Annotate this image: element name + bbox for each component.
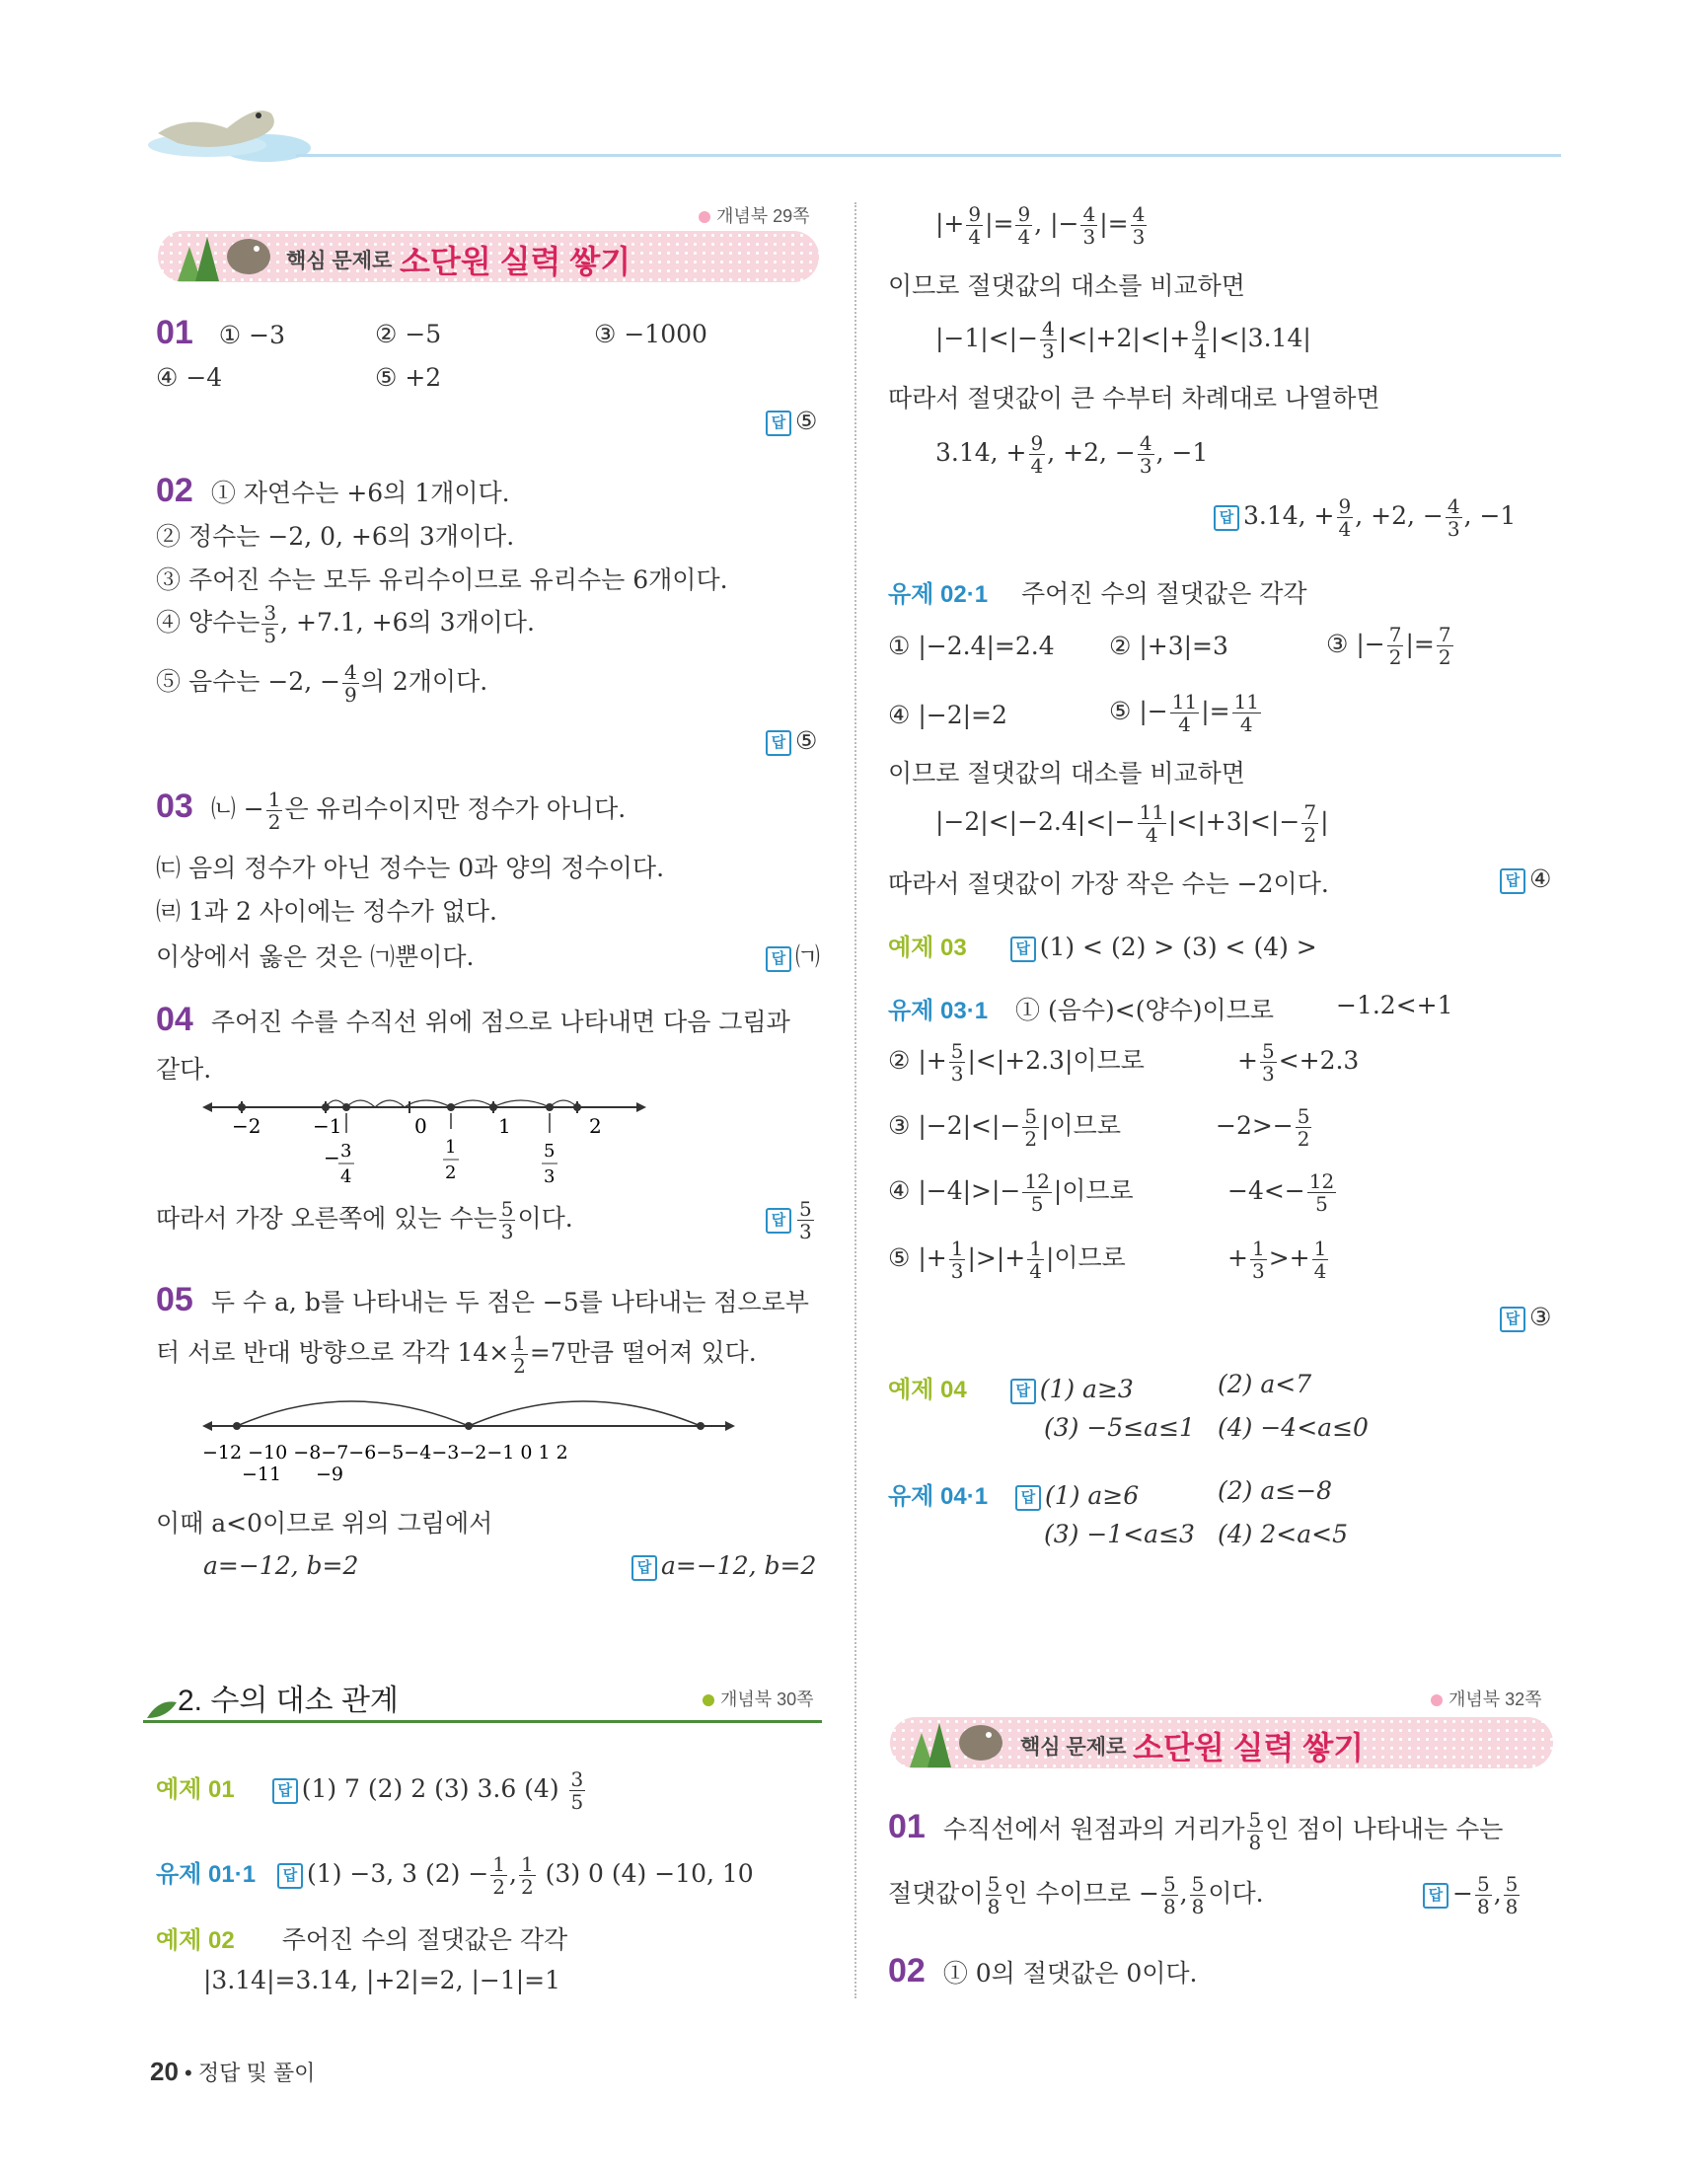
answer: 답 a=−12, b=2 [631, 1551, 816, 1581]
q04-line3: 따라서 가장 오른쪽에 있는 수는 $\frac{5}{3}$ 이다. [156, 1197, 573, 1243]
exercise-03-1-r2: + $\frac{5}{3}$ <+2.3 [1237, 1039, 1360, 1086]
choice: ② |+3|=3 [1109, 632, 1228, 660]
question-number: 03 [156, 788, 193, 825]
tick-label: 1 [498, 1114, 511, 1138]
answer: 답 ③ [1500, 1303, 1551, 1332]
exercise-03-1-r3: −2>− $\frac{5}{2}$ [1216, 1104, 1310, 1151]
exercise-02-1-line4: |−2|<|−2.4|<|− $\frac{11}{4}$ |<|+3|<|− $\frac{7}{2}$ | [935, 800, 1329, 847]
exercise-03-1-l2: ② |+ $\frac{5}{3}$ |<|+2.3|이므로 [888, 1039, 1145, 1086]
r-line1: |+ $\frac{9}{4}$ |= $\frac{9}{4}$ , |− $\frac{4}{3}$ |= $\frac{4}{3}$ [935, 202, 1146, 249]
example-02-line2: |3.14|=3.14, |+2|=2, |−1|=1 [203, 1966, 561, 1994]
answer: 답 ㈀ [766, 938, 820, 973]
exercise-02-1-line5: 따라서 절댓값이 가장 작은 수는 −2이다. [888, 869, 1329, 898]
tree-bird-icon [890, 1703, 1008, 1772]
question-number: 01 [156, 314, 193, 351]
answer-item: (3) −1<a≤3 [1044, 1520, 1195, 1548]
example-02: 예제 02 주어진 수의 절댓값은 각각 [156, 1925, 568, 1954]
answer-icon: 답 [1214, 505, 1239, 531]
exercise-02-1-line3: 이므로 절댓값의 대소를 비교하면 [888, 759, 1245, 788]
tick-label: − [324, 1146, 340, 1169]
q05-line4: a=−12, b=2 [203, 1551, 359, 1580]
answer-icon: 답 [1010, 937, 1036, 962]
section-rule [143, 1720, 822, 1723]
tick-label: −1 [313, 1114, 342, 1138]
answer: 답 ⑤ [766, 407, 817, 436]
answer-item: (4) 2<a<5 [1218, 1520, 1348, 1548]
q02-line4: ④ 양수는 $\frac{3}{5}$ , +7.1, +6의 3개이다. [156, 601, 535, 647]
r-q02-line1: 02 ① 0의 절댓값은 0이다. [888, 1952, 1198, 1989]
q04-line1: 04 주어진 수를 수직선 위에 점으로 나타내면 다음 그림과 [156, 1001, 790, 1038]
leaf-icon [143, 1692, 183, 1722]
answer-item: (4) −4<a≤0 [1218, 1413, 1369, 1442]
exercise-03-1-l3: ③ |−2|<|− $\frac{5}{2}$ |이므로 [888, 1104, 1121, 1151]
concept-ref-32: 개념북 32쪽 [1431, 1686, 1542, 1711]
page-number: 20 [150, 2057, 179, 2086]
tick-label: 1 [445, 1137, 457, 1158]
answer-icon: 답 [766, 411, 791, 436]
r-line4: 따라서 절댓값이 큰 수부터 차례대로 나열하면 [888, 384, 1380, 413]
choice: ③ −1000 [594, 320, 707, 348]
question-number: 05 [156, 1281, 193, 1318]
answer: 답 − $\frac{5}{8}$ , $\frac{5}{8}$ [1423, 1873, 1522, 1917]
question-number: 01 [888, 1808, 926, 1845]
column-divider [854, 202, 856, 1998]
choice: ④ −4 [156, 363, 223, 392]
answer-icon: 답 [1500, 1307, 1525, 1332]
tick-label: 4 [340, 1166, 352, 1187]
exercise-04-1: 유제 04·1 답 (1) a≥6 [888, 1481, 1140, 1510]
tick-label: −11 [242, 1463, 282, 1485]
section-title: 2. 수의 대소 관계 [178, 1685, 399, 1717]
concept-ref-30: 개념북 30쪽 [703, 1686, 814, 1711]
question-number: 04 [156, 1001, 193, 1038]
answer-icon: 답 [631, 1555, 657, 1581]
answer-icon: 답 [1015, 1485, 1041, 1511]
r-line2: 이므로 절댓값의 대소를 비교하면 [888, 271, 1245, 300]
choice: ② −5 [375, 320, 442, 348]
exercise-03-1-l4: ④ |−4|>|− $\frac{12}{5}$ |이므로 [888, 1169, 1134, 1216]
r-q01-line2: 절댓값이 $\frac{5}{8}$ 인 수이므로 − $\frac{5}{8}$ , $\frac{5}{8}$ 이다. [888, 1872, 1264, 1918]
choice: ① |−2.4|=2.4 [888, 632, 1055, 660]
tree-bird-icon [158, 217, 276, 286]
banner-subtitle: 핵심 문제로 [286, 250, 393, 272]
tick-label: 5 [544, 1141, 556, 1162]
tick-label: 2 [445, 1163, 457, 1183]
answer: 답 $\frac{5}{3}$ [766, 1198, 816, 1242]
exercise-01-1: 유제 01·1 답 (1) −3, 3 (2) − $\frac{1}{2}$ , $\frac{1}{2}$ (3) 0 (4) −10, 10 [156, 1852, 754, 1899]
exercise-02-1: 유제 02·1 주어진 수의 절댓값은 각각 [888, 579, 1307, 608]
answer: 답 ④ [1500, 864, 1551, 894]
example-04: 예제 04 답 (1) a≥3 [888, 1375, 1134, 1403]
banner-title: 소단원 실력 쌓기 [400, 244, 631, 279]
q05-line2: 터 서로 반대 방향으로 각각 14× $\frac{1}{2}$ =7만큼 떨어져 있다. [156, 1331, 757, 1378]
q03-line4: 이상에서 옳은 것은 ㈀뿐이다. [156, 942, 475, 971]
banner-subtitle: 핵심 문제로 [1020, 1736, 1127, 1759]
q03-line3: ㈃ 1과 2 사이에는 정수가 없다. [156, 897, 497, 926]
header-rule [296, 154, 1561, 157]
tick-label: 3 [340, 1141, 352, 1162]
answer-icon: 답 [1010, 1379, 1036, 1404]
answer-icon: 답 [766, 946, 791, 972]
exercise-03-1-r5: + $\frac{1}{3}$ >+ $\frac{1}{4}$ [1227, 1237, 1327, 1283]
exercise-03-1-l5: ⑤ |+ $\frac{1}{3}$ |>|+ $\frac{1}{4}$ |이므로 [888, 1237, 1126, 1283]
q03-line2: ㈂ 음의 정수가 아닌 정수는 0과 양의 정수이다. [156, 854, 665, 882]
tick-labels: −12 −10 −8−7−6−5−4−3−2−1 0 1 2 [202, 1442, 568, 1463]
q01-line1 [156, 314, 285, 352]
answer-icon: 답 [272, 1778, 298, 1804]
tick-label: 2 [589, 1114, 602, 1138]
choice: ① −3 [218, 321, 285, 349]
footer-label: • 정답 및 풀이 [185, 2061, 316, 2085]
number-line-q04 [202, 1086, 646, 1194]
answer-item: (2) a≤−8 [1218, 1476, 1333, 1505]
q02-line2: ② 정수는 −2, 0, +6의 3개이다. [156, 522, 515, 551]
exercise-03-1-l1: 유제 03·1 ① (음수)<(양수)이므로 [888, 996, 1274, 1024]
q02-line3: ③ 주어진 수는 모두 유리수이므로 유리수는 6개이다. [156, 565, 728, 594]
r-line3: |−1|<|− $\frac{4}{3}$ |<|+2|<|+ $\frac{9}{4}$ |<|3.14| [935, 317, 1311, 363]
answer-icon: 답 [277, 1863, 303, 1889]
number-line-q05 [202, 1382, 735, 1490]
question-number: 02 [888, 1952, 926, 1989]
tick-label: 0 [414, 1114, 427, 1138]
choice: ⑤ |− $\frac{11}{4}$ |= $\frac{11}{4}$ [1109, 690, 1260, 736]
choice: ⑤ +2 [375, 363, 442, 392]
choice: ③ |− $\frac{7}{2}$ |= $\frac{7}{2}$ [1326, 623, 1451, 669]
tick-label: −9 [316, 1463, 344, 1485]
q04-line2: 같다. [156, 1055, 212, 1084]
example-03: 예제 03 답 (1) < (2) > (3) < (4) > [888, 933, 1317, 961]
tick-label: −2 [232, 1114, 261, 1138]
exercise-03-1-r4: −4<− $\frac{12}{5}$ [1227, 1169, 1335, 1216]
q05-line3: 이때 a<0이므로 위의 그림에서 [156, 1509, 493, 1538]
answer-item: (3) −5≤a≤1 [1044, 1413, 1195, 1442]
exercise-03-1-r1: −1.2<+1 [1336, 991, 1453, 1019]
answer: 답 3.14, + $\frac{9}{4}$ , +2, − $\frac{4}{3}$ , −1 [1214, 495, 1516, 540]
example-01: 예제 01 답 (1) 7 (2) 2 (3) 3.6 (4) $\frac{3}{5}$ [156, 1767, 584, 1814]
question-number: 02 [156, 472, 193, 509]
q03-line1: 03 ㈁ − $\frac{1}{2}$ 은 유리수이지만 정수가 아니다. [156, 788, 627, 834]
r-q01-line1: 01 수직선에서 원점과의 거리가 $\frac{5}{8}$ 인 점이 나타내는 수는 [888, 1808, 1504, 1854]
r-line5: 3.14, + $\frac{9}{4}$ , +2, − $\frac{4}{3}$ , −1 [935, 431, 1209, 478]
choice: ④ |−2|=2 [888, 701, 1007, 729]
seal-mascot-icon [148, 94, 316, 163]
answer: 답 ⑤ [766, 726, 817, 756]
q02-line5: ⑤ 음수는 −2, − $\frac{4}{9}$ 의 2개이다. [156, 660, 488, 707]
answer-icon: 답 [1500, 868, 1525, 894]
answer-icon: 답 [1423, 1883, 1448, 1909]
tick-label: 3 [544, 1166, 556, 1187]
answer-item: (2) a<7 [1218, 1370, 1312, 1398]
q02-line1: 02 ① 자연수는 +6의 1개이다. [156, 472, 510, 509]
concept-ref-29: 개념북 29쪽 [699, 202, 810, 228]
footer [150, 2057, 315, 2087]
banner-title: 소단원 실력 쌓기 [1133, 1730, 1365, 1765]
answer-icon: 답 [766, 730, 791, 756]
answer-icon: 답 [766, 1208, 791, 1234]
q05-line1: 05 두 수 a, b를 나타내는 두 점은 −5를 나타내는 점으로부 [156, 1281, 809, 1318]
